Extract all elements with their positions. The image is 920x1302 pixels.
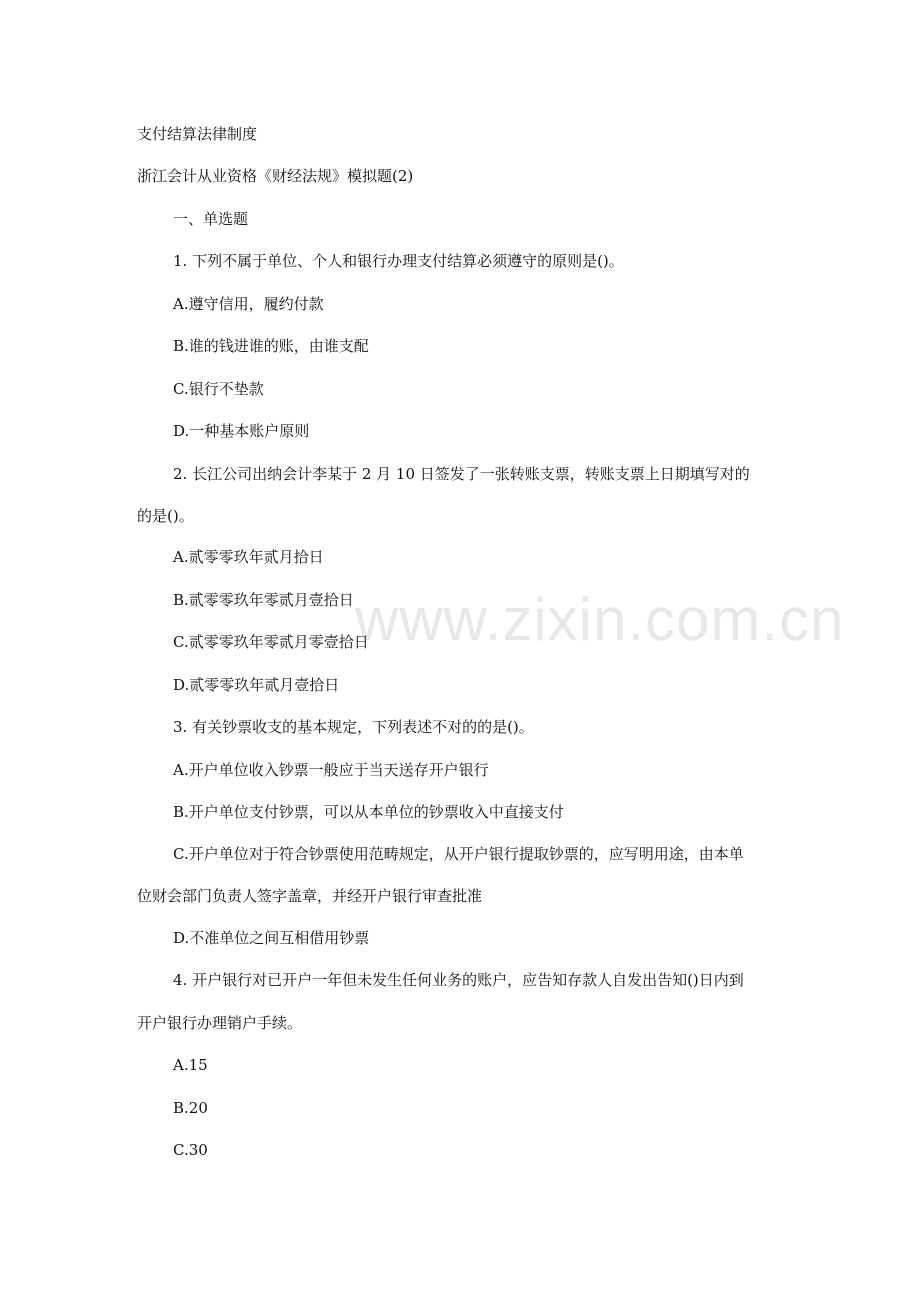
question-4-stem-line-1: 4. 开户银行对已开户一年但未发生任何业务的账户，应告知存款人自发出告知()日内到: [173, 971, 744, 989]
question-2-option-a: A.贰零零玖年贰月拾日: [173, 548, 324, 566]
question-4-option-b: B.20: [173, 1099, 208, 1117]
question-2-option-c: C.贰零零玖年零贰月零壹拾日: [173, 633, 369, 651]
question-4-option-c: C.30: [173, 1141, 208, 1159]
document-heading: 支付结算法律制度: [137, 125, 258, 143]
question-3-option-c-line-2: 位财会部门负责人签字盖章，并经开户银行审查批准: [137, 887, 483, 905]
section-title: 一、单选题: [173, 210, 249, 228]
question-1-option-c: C.银行不垫款: [173, 380, 264, 398]
question-2-stem-line-2: 的是()。: [137, 507, 194, 525]
question-3-option-c-line-1: C.开户单位对于符合钞票使用范畴规定，从开户银行提取钞票的，应写明用途，由本单: [173, 845, 744, 863]
question-4-stem-line-2: 开户银行办理销户手续。: [137, 1014, 303, 1032]
question-3-option-d: D.不准单位之间互相借用钞票: [173, 929, 370, 947]
question-1-option-b: B.谁的钱进谁的账，由谁支配: [173, 337, 369, 355]
question-3-stem: 3. 有关钞票收支的基本规定，下列表述不对的的是()。: [173, 718, 534, 736]
watermark: www.zixin.com.cn: [355, 586, 845, 653]
document-subheading: 浙江会计从业资格《财经法规》模拟题(2): [137, 167, 414, 185]
question-1-stem: 1. 下列不属于单位、个人和银行办理支付结算必须遵守的原则是()。: [173, 252, 624, 270]
question-4-option-a: A.15: [173, 1056, 208, 1074]
question-3-option-b: B.开户单位支付钞票，可以从本单位的钞票收入中直接支付: [173, 803, 564, 821]
question-2-stem-line-1: 2. 长江公司出纳会计李某于 2 月 10 日签发了一张转账支票，转账支票上日期填写对的: [173, 465, 750, 483]
question-3-option-a: A.开户单位收入钞票一般应于当天送存开户银行: [173, 761, 489, 779]
question-2-option-d: D.贰零零玖年贰月壹拾日: [173, 676, 340, 694]
question-1-option-a: A.遵守信用，履约付款: [173, 295, 324, 313]
question-2-option-b: B.贰零零玖年零贰月壹拾日: [173, 591, 354, 609]
question-1-option-d: D.一种基本账户原则: [173, 422, 310, 440]
